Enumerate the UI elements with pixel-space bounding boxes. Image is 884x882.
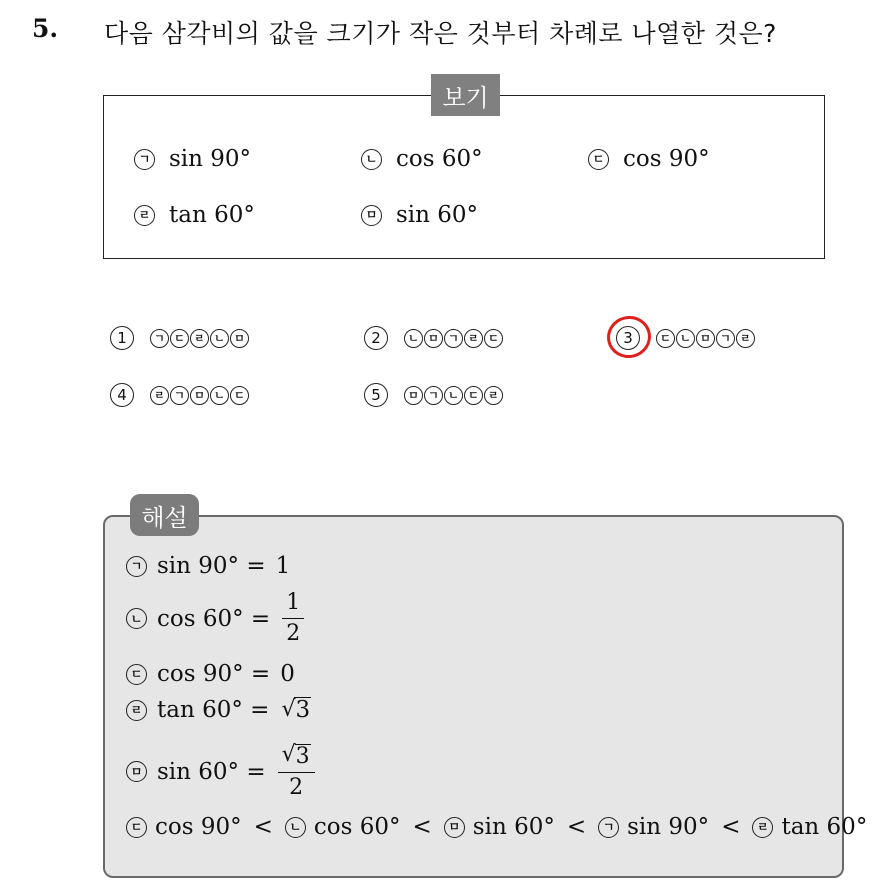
bogi-mark: ㄴ xyxy=(361,149,382,170)
exp-expr: sin 90° = xyxy=(157,553,266,579)
exp-expr: cos 60° xyxy=(313,814,401,840)
seq-mark: ㄹ xyxy=(150,386,169,405)
less-than: < xyxy=(721,814,741,840)
radical-sign: √ xyxy=(281,742,296,767)
seq-mark: ㄴ xyxy=(444,386,463,405)
selected-answer-circle xyxy=(603,312,655,362)
seq-mark: ㄱ xyxy=(424,386,443,405)
seq-mark: ㄴ xyxy=(676,329,695,348)
bogi-item-digeut xyxy=(588,146,710,172)
bogi-item-mieum xyxy=(361,202,478,228)
exp-expr: cos 90° xyxy=(155,814,242,840)
choice-number: 4 xyxy=(110,383,134,407)
seq-mark: ㄹ xyxy=(736,329,755,348)
seq-mark: ㄷ xyxy=(464,386,483,405)
seq-mark: ㄹ xyxy=(190,329,209,348)
exp-mark: ㄴ xyxy=(126,608,147,629)
explanation-line-digeut xyxy=(126,661,295,687)
seq-mark: ㅁ xyxy=(696,329,715,348)
exp-expr: sin 90° xyxy=(627,814,710,840)
choice-2[interactable] xyxy=(364,326,504,350)
choice-5[interactable] xyxy=(364,383,504,407)
explanation-order xyxy=(126,814,867,840)
seq-mark: ㄹ xyxy=(464,329,483,348)
exp-mark: ㄴ xyxy=(285,817,306,838)
exp-expr: cos 60° = xyxy=(157,605,271,632)
less-than: < xyxy=(412,814,432,840)
exp-mark: ㄱ xyxy=(126,556,147,577)
radicand: 3 xyxy=(295,697,311,724)
exp-mark: ㄹ xyxy=(126,700,147,721)
choice-number: 1 xyxy=(110,326,134,350)
exp-fraction xyxy=(278,744,315,799)
exp-sqrt xyxy=(282,744,311,768)
radicand: 3 xyxy=(295,744,310,769)
bogi-box xyxy=(103,95,825,259)
choice-4[interactable] xyxy=(110,383,250,407)
bogi-label: 보기 xyxy=(431,74,500,116)
exp-fraction xyxy=(282,592,304,645)
exp-mark: ㄷ xyxy=(126,817,147,838)
bogi-mark: ㄷ xyxy=(588,149,609,170)
choice-sequence xyxy=(656,329,756,348)
bogi-expr: cos 60° xyxy=(396,146,483,172)
exp-mark: ㄱ xyxy=(598,817,619,838)
explanation-line-rieul xyxy=(126,697,311,723)
exp-sqrt xyxy=(281,697,311,722)
exp-value: 0 xyxy=(280,661,295,687)
seq-mark: ㄱ xyxy=(150,329,169,348)
exp-expr: tan 60° xyxy=(781,814,868,840)
seq-mark: ㄴ xyxy=(210,329,229,348)
choice-number: 2 xyxy=(364,326,388,350)
bogi-expr: cos 90° xyxy=(623,146,710,172)
exp-mark: ㅁ xyxy=(126,761,147,782)
choice-sequence xyxy=(404,386,504,405)
choice-number: 3 xyxy=(616,326,640,350)
radical-sign: √ xyxy=(281,697,296,723)
choice-sequence xyxy=(404,329,504,348)
seq-mark: ㅁ xyxy=(230,329,249,348)
bogi-item-giyeok xyxy=(134,146,251,172)
fraction-numerator: 1 xyxy=(282,592,304,619)
bogi-mark: ㄹ xyxy=(134,205,155,226)
seq-mark: ㄷ xyxy=(656,329,675,348)
seq-mark: ㅁ xyxy=(424,329,443,348)
exp-mark: ㅁ xyxy=(444,817,465,838)
explanation-line-nieun xyxy=(126,592,304,645)
less-than: < xyxy=(253,814,273,840)
exp-value: 1 xyxy=(275,553,291,579)
bogi-expr: sin 60° xyxy=(396,202,479,228)
choice-1[interactable] xyxy=(110,326,250,350)
seq-mark: ㄹ xyxy=(484,386,503,405)
choice-sequence xyxy=(150,386,250,405)
bogi-expr: tan 60° xyxy=(169,202,255,228)
seq-mark: ㄴ xyxy=(210,386,229,405)
less-than: < xyxy=(566,814,587,840)
explanation-label: 해설 xyxy=(130,494,199,536)
choice-number: 5 xyxy=(364,383,388,407)
exp-mark: ㄹ xyxy=(752,817,773,838)
fraction-denominator: 2 xyxy=(286,621,301,646)
seq-mark: ㄱ xyxy=(170,386,189,405)
seq-mark: ㄴ xyxy=(404,329,423,348)
exp-expr: cos 90° = xyxy=(157,661,271,687)
seq-mark: ㅁ xyxy=(404,386,423,405)
seq-mark: ㄷ xyxy=(230,386,249,405)
choice-sequence xyxy=(150,329,250,348)
explanation-line-mieum xyxy=(126,744,315,799)
bogi-item-nieun xyxy=(361,146,483,172)
exp-mark: ㄷ xyxy=(126,664,147,685)
bogi-mark: ㅁ xyxy=(361,205,382,226)
exp-expr: tan 60° = xyxy=(157,697,270,723)
exp-expr: sin 60° = xyxy=(157,758,266,785)
bogi-item-rieul xyxy=(134,202,255,228)
exp-expr: sin 60° xyxy=(472,814,555,840)
fraction-denominator: 2 xyxy=(289,775,304,801)
fraction-numerator xyxy=(278,744,315,773)
question-text: 다음 삼각비의 값을 크기가 작은 것부터 차례로 나열한 것은? xyxy=(104,19,777,48)
seq-mark: ㄱ xyxy=(444,329,463,348)
bogi-expr: sin 90° xyxy=(169,146,252,172)
question-number: 5. xyxy=(32,14,59,43)
seq-mark: ㄷ xyxy=(170,329,189,348)
seq-mark: ㄱ xyxy=(716,329,735,348)
bogi-mark: ㄱ xyxy=(134,149,155,170)
seq-mark: ㄷ xyxy=(484,329,503,348)
seq-mark: ㅁ xyxy=(190,386,209,405)
explanation-line-giyeok xyxy=(126,553,290,579)
